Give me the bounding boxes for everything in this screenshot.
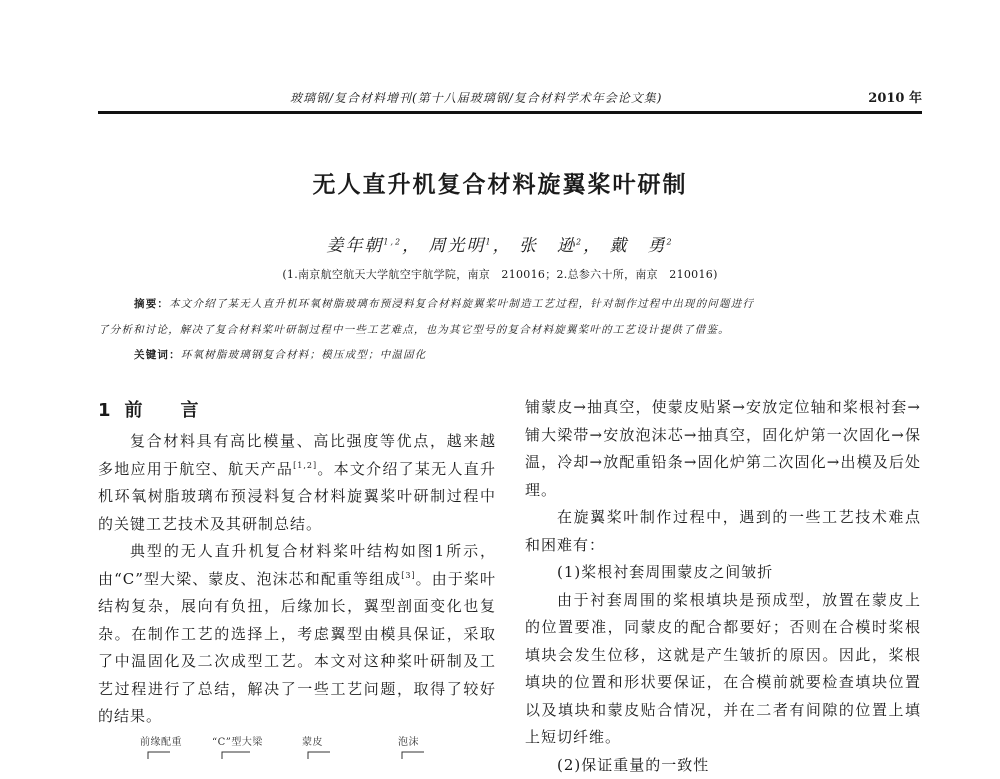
section-number: 1 — [98, 400, 111, 421]
author-affil-mark: 1 — [486, 237, 493, 246]
keywords-label: 关键词： — [134, 349, 181, 361]
header-rule — [98, 111, 922, 114]
keywords-text: 环氧树脂玻璃钢复合材料；模压成型；中温固化 — [181, 349, 427, 361]
figure-label: 前缘配重 — [140, 733, 182, 748]
author-affil-mark: 1,2 — [383, 237, 402, 246]
author-list: 姜年朝$^{1,2}$， 周光明$^1$， 张 逊$^2$， 戴 勇$^2$ — [0, 231, 1000, 256]
citation: [1,2] — [293, 461, 317, 470]
intro-paragraph-2: 典型的无人直升机复合材料桨叶结构如图1所示，由“C”型大梁、蒙皮、泡沫芯和配重等组成[3]。由于桨叶结构复杂，展向有负扭，后缘加长，翼型剖面变化也复杂。在制作工艺的选择上，考虑翼型由模具保证，采取了中温固化及二次成型工艺。本文对这种桨叶研制及工艺过程进行了总结，解决了一些工艺问题，取得了较好的结果。 — [98, 538, 496, 731]
running-header — [98, 83, 922, 105]
author-name: 戴 勇 — [610, 236, 667, 256]
figure-label: “C”型大梁 — [212, 733, 263, 748]
paper-title: 无人直升机复合材料旋翼桨叶研制 — [0, 166, 1000, 199]
abstract — [98, 291, 920, 343]
author-name: 周光明 — [429, 236, 486, 256]
leader-line — [148, 752, 170, 759]
affiliations: (1.南京航空航天大学航空宇航学院，南京 210016；2.总参六十所，南京 210016) — [0, 266, 1000, 282]
subheading-weight: (2)保证重量的一致性 — [525, 752, 921, 779]
process-flow-text: 铺蒙皮→抽真空，使蒙皮贴紧→安放定位轴和桨根衬套→铺大梁带→安放泡沫芯→抽真空，固化炉第一次固化→保温，冷却→放配重铅条→固化炉第二次固化→出模及后处理。 — [525, 394, 921, 504]
right-column — [525, 394, 921, 779]
citation: [3] — [401, 571, 415, 580]
leader-line — [222, 752, 250, 759]
figure-1-leader-lines — [140, 748, 460, 759]
abstract-text-line1: 本文介绍了某无人直升机环氧树脂玻璃布预浸料复合材料旋翼桨叶制造工艺过程，针对制作过程中出现的问题进行 — [169, 298, 754, 310]
keywords — [134, 347, 427, 362]
author-name: 张 逊 — [519, 236, 576, 256]
publication-year: 2010 年 — [868, 87, 922, 106]
left-column — [98, 394, 496, 731]
figure-label: 泡沫 — [398, 733, 419, 748]
author-affil-mark: 2 — [576, 237, 583, 246]
leader-line — [308, 752, 330, 759]
leader-line — [402, 752, 424, 759]
difficulties-intro: 在旋翼桨叶制作过程中，遇到的一些工艺技术难点和困难有： — [525, 504, 921, 559]
author-name: 姜年朝 — [326, 236, 383, 256]
figure-label: 蒙皮 — [302, 733, 323, 748]
intro-paragraph-1: 复合材料具有高比模量、高比强度等优点，越来越多地应用于航空、航天产品[1,2]。本文介绍了某无人直升机环氧树脂玻璃布预浸料复合材料旋翼桨叶研制过程中的关键工艺技术及其研制总结。 — [98, 428, 496, 538]
subheading-wrinkle: (1)桨根衬套周围蒙皮之间皱折 — [525, 559, 921, 587]
section-title: 前 言 — [125, 400, 209, 421]
wrinkle-paragraph: 由于衬套周围的桨根填块是预成型，放置在蒙皮上的位置要准，同蒙皮的配合都要好；否则在合模时桨根填块会发生位移，这就是产生皱折的原因。因此，桨根填块的位置和形状要保证，在合模前就要检查填块位置以及填块和蒙皮贴合情况，并在二者有间隙的位置上填上短切纤维。 — [525, 587, 921, 752]
abstract-label: 摘要： — [134, 298, 169, 310]
abstract-text-line2: 了分析和讨论，解决了复合材料桨叶研制过程中一些工艺难点，也为其它型号的复合材料旋翼桨叶的工艺设计提供了借鉴。 — [98, 317, 920, 343]
section-heading — [98, 394, 496, 428]
author-affil-mark: 2 — [667, 237, 674, 246]
journal-name: 玻璃钢/复合材料增刊(第十八届玻璃钢/复合材料学术年会论文集) — [290, 89, 662, 106]
